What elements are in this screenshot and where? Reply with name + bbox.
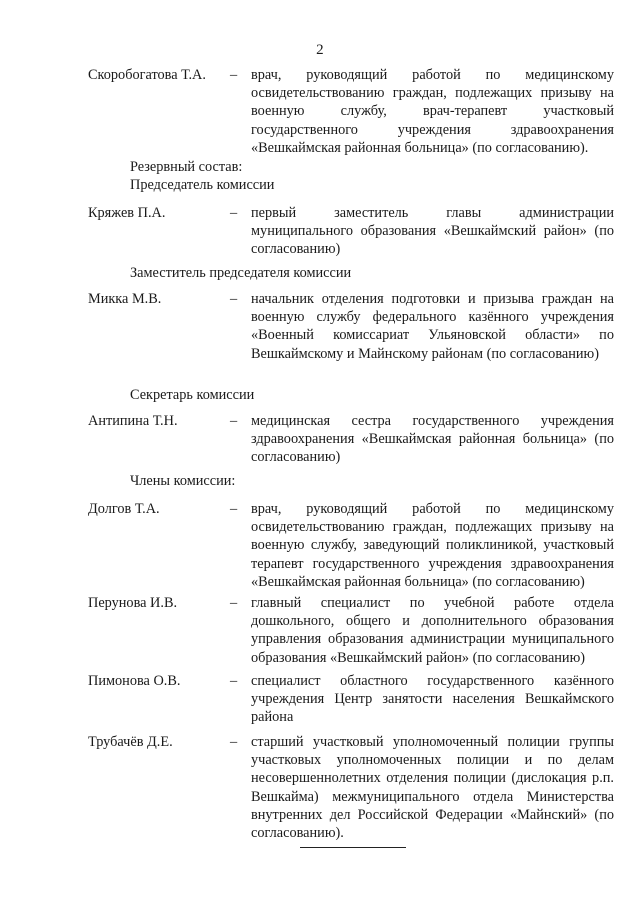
dash: – xyxy=(230,673,238,689)
entry-mikka xyxy=(88,290,614,363)
entry-trubachev xyxy=(88,733,614,842)
person-position: начальник отделения подготовки и призыва граждан на военную службу федерального казённого учреждения «Военный комиссариат Ульяновской области» по Вешкаймскому и Майнскому районам (по согласованию) xyxy=(251,291,614,362)
person-name: Антипина Т.Н. xyxy=(88,413,178,429)
person-position: врач, руководящий работой по медицинскому освидетельствованию граждан, подлежащих призыву на военную службу, заведующий поликлиникой, участковый терапевт государственного учреждения здравоохранения «Вешкаймская районная больница» (по согласованию) xyxy=(251,501,614,590)
person-name: Кряжев П.А. xyxy=(88,205,166,221)
entry-pimonova xyxy=(88,672,614,727)
closing-rule xyxy=(300,847,406,848)
dash: – xyxy=(230,734,238,750)
person-name: Пимонова О.В. xyxy=(88,673,181,689)
person-position: первый заместитель главы администрации муниципального образования «Вешкаймский район» (по согласованию) xyxy=(251,205,614,258)
reserve-heading: Резервный состав: xyxy=(130,159,243,175)
dash: – xyxy=(230,413,238,429)
dash: – xyxy=(230,67,238,83)
person-position: старший участковый уполномоченный полиции группы участковых уполномоченных полиции и по делам несовершеннолетних отделения полиции (дислокация р.п. Вешкайма) межмуниципального отдела Министерства внутренних дел Российской Федерации «Майнский» (по согласованию). xyxy=(251,734,614,842)
entry-perunova xyxy=(88,594,614,667)
members-heading: Члены комиссии: xyxy=(130,473,236,489)
deputy-heading: Заместитель председателя комиссии xyxy=(130,265,352,281)
entry-antipina xyxy=(88,412,614,467)
page-number: 2 xyxy=(316,42,324,58)
person-name: Микка М.В. xyxy=(88,291,162,307)
entry-skorobogatova xyxy=(88,66,614,157)
chair-heading: Председатель комиссии xyxy=(130,177,275,193)
dash: – xyxy=(230,501,238,517)
dash: – xyxy=(230,291,238,307)
person-name: Трубачёв Д.Е. xyxy=(88,734,173,750)
person-position: медицинская сестра государственного учреждения здравоохранения «Вешкаймская районная больница» (по согласованию) xyxy=(251,413,614,466)
secretary-heading: Секретарь комиссии xyxy=(130,387,255,403)
person-position: врач, руководящий работой по медицинскому освидетельствованию граждан, подлежащих призыву на военную службу, врач-терапевт участковый государственного учреждения здравоохранения «Вешкаймская районная больница» (по согласованию). xyxy=(251,67,614,156)
dash: – xyxy=(230,205,238,221)
dash: – xyxy=(230,595,238,611)
person-name: Перунова И.В. xyxy=(88,595,178,611)
person-name: Долгов Т.А. xyxy=(88,501,160,517)
entry-kryazhev xyxy=(88,204,614,259)
person-position: специалист областного государственного казённого учреждения Центр занятости населения Вешкаймского района xyxy=(251,673,614,726)
person-name: Скоробогатова Т.А. xyxy=(88,67,206,83)
entry-dolgov xyxy=(88,500,614,591)
person-position: главный специалист по учебной работе отдела дошкольного, общего и дополнительного образования управления образования администрации муниципального образования «Вешкаймский район» (по согласованию) xyxy=(251,595,614,666)
